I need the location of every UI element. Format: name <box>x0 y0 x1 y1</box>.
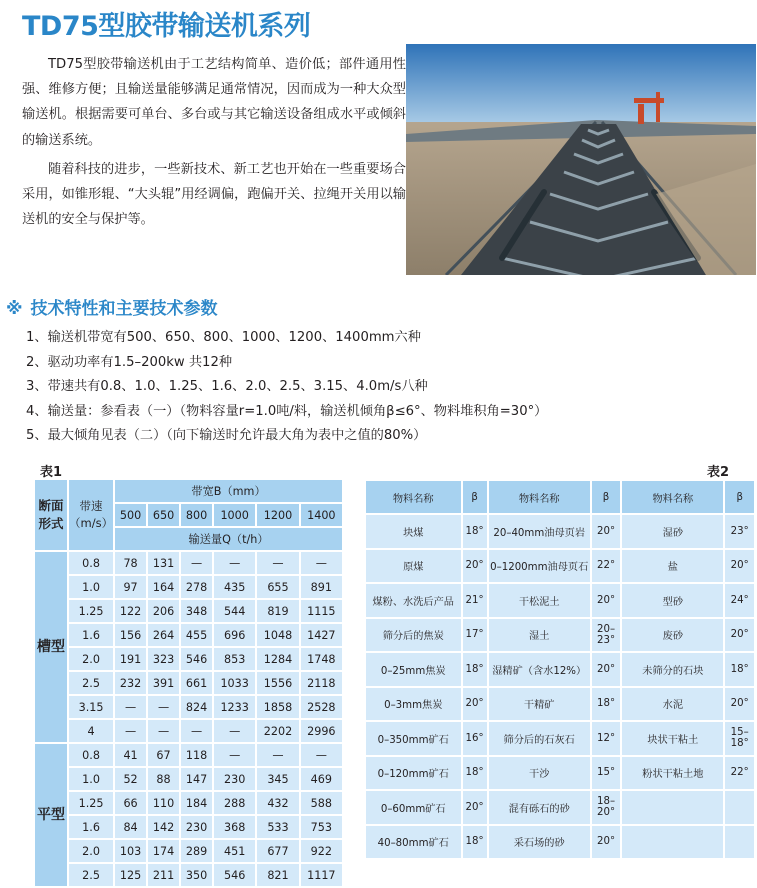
capacity-cell: 677 <box>257 840 298 862</box>
angle-cell: 20° <box>463 791 487 824</box>
capacity-cell: — <box>301 744 342 766</box>
material-cell: 干松泥土 <box>489 584 590 617</box>
intro-paragraph-2: 随着科技的进步，一些新技术、新工艺也开始在一些重要场合采用，如锥形辊、“大头辊”用经调偏，跑偏开关、拉绳开关用以输送机的安全与保护等。 <box>22 161 406 228</box>
spec-list <box>26 326 547 449</box>
capacity-cell: 125 <box>115 864 146 886</box>
speed-cell: 1.25 <box>69 600 113 622</box>
capacity-cell: 118 <box>181 744 212 766</box>
material-cell: 采石场的砂 <box>489 826 590 859</box>
capacity-cell: 853 <box>214 648 255 670</box>
capacity-cell: 78 <box>115 552 146 574</box>
table-row <box>366 619 754 652</box>
capacity-cell: — <box>257 744 298 766</box>
capacity-cell: 142 <box>148 816 179 838</box>
capacity-cell: 455 <box>181 624 212 646</box>
capacity-cell: 2118 <box>301 672 342 694</box>
capacity-cell: 1117 <box>301 864 342 886</box>
capacity-cell: 147 <box>181 768 212 790</box>
table-row <box>35 648 342 670</box>
material-cell: 0–120mm矿石 <box>366 757 461 790</box>
capacity-cell: 156 <box>115 624 146 646</box>
table-row <box>366 550 754 583</box>
angle-cell: 18° <box>463 826 487 859</box>
capacity-cell: 52 <box>115 768 146 790</box>
table-row <box>35 576 342 598</box>
speed-cell: 2.5 <box>69 672 113 694</box>
table-row <box>35 672 342 694</box>
capacity-cell: 131 <box>148 552 179 574</box>
material-cell: 煤粉、水洗后产品 <box>366 584 461 617</box>
table2-caption: 表2 <box>707 465 730 480</box>
capacity-cell: 1115 <box>301 600 342 622</box>
capacity-cell: 230 <box>214 768 255 790</box>
capacity-cell: 1556 <box>257 672 298 694</box>
speed-cell: 1.6 <box>69 624 113 646</box>
angle-cell: 18° <box>463 515 487 548</box>
width-header: 1400 <box>301 504 342 526</box>
capacity-cell: 1233 <box>214 696 255 718</box>
angle-cell: 20° <box>592 826 621 859</box>
speed-cell: 4 <box>69 720 113 742</box>
table-row <box>35 696 342 718</box>
table-row <box>35 744 342 766</box>
capacity-cell: 368 <box>214 816 255 838</box>
table-row <box>35 624 342 646</box>
capacity-cell: 544 <box>214 600 255 622</box>
capacity-cell: 66 <box>115 792 146 814</box>
table-row <box>366 722 754 755</box>
material-cell: 水泥 <box>622 688 723 721</box>
speed-cell: 2.0 <box>69 840 113 862</box>
material-cell: 0–3mm焦炭 <box>366 688 461 721</box>
angle-cell: 21° <box>463 584 487 617</box>
speed-cell: 0.8 <box>69 552 113 574</box>
table-row <box>35 840 342 862</box>
angle-cell: 20° <box>463 688 487 721</box>
material-cell: 湿精矿（含水12%） <box>489 653 590 686</box>
capacity-cell: 164 <box>148 576 179 598</box>
table-row <box>35 864 342 886</box>
capacity-cell: 174 <box>148 840 179 862</box>
column-header: 物料名称 <box>489 481 590 513</box>
conveyor-photo <box>406 44 756 275</box>
material-cell: 盐 <box>622 550 723 583</box>
capacity-cell: 435 <box>214 576 255 598</box>
material-cell: 0–1200mm油母页石 <box>489 550 590 583</box>
capacity-cell: 588 <box>301 792 342 814</box>
capacity-cell: 232 <box>115 672 146 694</box>
table-header-row <box>366 481 754 513</box>
capacity-cell: — <box>181 552 212 574</box>
angle-cell: 20° <box>725 688 754 721</box>
capacity-cell: 2528 <box>301 696 342 718</box>
angle-cell: 12° <box>592 722 621 755</box>
material-cell: 筛分后的石灰石 <box>489 722 590 755</box>
capacity-cell: 41 <box>115 744 146 766</box>
capacity-cell: 469 <box>301 768 342 790</box>
angle-cell: 18° <box>463 653 487 686</box>
capacity-cell: 278 <box>181 576 212 598</box>
angle-cell <box>725 791 754 824</box>
angle-cell: 20° <box>592 653 621 686</box>
material-cell: 粉状干粘土地 <box>622 757 723 790</box>
capacity-cell: 97 <box>115 576 146 598</box>
angle-cell: 22° <box>725 757 754 790</box>
capacity-cell: 211 <box>148 864 179 886</box>
capacity-cell: 821 <box>257 864 298 886</box>
incline-table <box>364 479 756 860</box>
width-header: 500 <box>115 504 146 526</box>
capacity-cell: 84 <box>115 816 146 838</box>
table-row <box>366 515 754 548</box>
table-row <box>35 552 342 574</box>
capacity-cell: 1033 <box>214 672 255 694</box>
table-row <box>35 720 342 742</box>
reference-mark-icon: ※ <box>6 299 23 319</box>
capacity-cell: 1427 <box>301 624 342 646</box>
angle-cell: 20° <box>463 550 487 583</box>
material-cell: 0–350mm矿石 <box>366 722 461 755</box>
capacity-cell: 288 <box>214 792 255 814</box>
intro-text <box>22 52 406 236</box>
capacity-cell: — <box>214 552 255 574</box>
capacity-cell: — <box>115 696 146 718</box>
angle-cell <box>725 826 754 859</box>
table-row <box>366 584 754 617</box>
material-cell: 混有砾石的砂 <box>489 791 590 824</box>
capacity-cell: 432 <box>257 792 298 814</box>
material-cell: 干沙 <box>489 757 590 790</box>
capacity-cell: 655 <box>257 576 298 598</box>
capacity-cell: — <box>115 720 146 742</box>
speed-cell: 1.25 <box>69 792 113 814</box>
capacity-cell: 2996 <box>301 720 342 742</box>
speed-cell: 1.6 <box>69 816 113 838</box>
angle-cell: 18–20° <box>592 791 621 824</box>
capacity-cell: 661 <box>181 672 212 694</box>
capacity-cell: — <box>148 720 179 742</box>
header-form: 断面形式 <box>35 480 67 550</box>
table-row <box>366 791 754 824</box>
capacity-cell: 2202 <box>257 720 298 742</box>
angle-cell: 15–18° <box>725 722 754 755</box>
table-row <box>366 826 754 859</box>
material-cell: 0–25mm焦炭 <box>366 653 461 686</box>
width-header: 1200 <box>257 504 298 526</box>
spec-item: 3、带速共有0.8、1.0、1.25、1.6、2.0、2.5、3.15、4.0m/s八种 <box>26 379 428 395</box>
table-row <box>366 688 754 721</box>
capacity-cell: 1858 <box>257 696 298 718</box>
capacity-cell: 88 <box>148 768 179 790</box>
angle-cell: 20° <box>592 515 621 548</box>
spec-item: 4、输送量：参看表（一）（物料容量r=1.0吨/料，输送机倾角β≤6°、物料堆积角=30°） <box>26 403 548 419</box>
angle-cell: 24° <box>725 584 754 617</box>
angle-cell: 18° <box>592 688 621 721</box>
speed-cell: 2.5 <box>69 864 113 886</box>
capacity-cell: — <box>214 744 255 766</box>
capacity-cell: — <box>257 552 298 574</box>
capacity-cell: — <box>301 552 342 574</box>
angle-cell: 20° <box>592 584 621 617</box>
intro-paragraph-1: TD75型胶带输送机由于工艺结构简单、造价低；部件通用性强、维修方便；且输送量能够满足通常情况，因而成为一种大众型输送机。根据需要可单台、多台或与其它输送设备组成水平或倾斜的输送系统。 <box>22 57 406 148</box>
table-row <box>35 792 342 814</box>
capacity-cell: 1048 <box>257 624 298 646</box>
capacity-cell: 696 <box>214 624 255 646</box>
section-heading <box>6 294 218 319</box>
angle-cell: 17° <box>463 619 487 652</box>
speed-cell: 3.15 <box>69 696 113 718</box>
spec-item: 5、最大倾角见表（二）（向下输送时允许最大角为表中之值的80%） <box>26 428 427 444</box>
page-title: TD75型胶带输送机系列 <box>22 11 311 42</box>
material-cell: 筛分后的焦炭 <box>366 619 461 652</box>
material-cell <box>622 826 723 859</box>
capacity-cell: 110 <box>148 792 179 814</box>
material-cell: 未筛分的石块 <box>622 653 723 686</box>
capacity-cell: 546 <box>214 864 255 886</box>
speed-cell: 1.0 <box>69 768 113 790</box>
angle-cell: 18° <box>463 757 487 790</box>
material-cell: 20–40mm油母页岩 <box>489 515 590 548</box>
material-cell: 干精矿 <box>489 688 590 721</box>
capacity-cell: 922 <box>301 840 342 862</box>
capacity-cell: 191 <box>115 648 146 670</box>
angle-cell: 20–23° <box>592 619 621 652</box>
capacity-cell: 230 <box>181 816 212 838</box>
angle-cell: 20° <box>725 619 754 652</box>
spec-item: 2、驱动功率有1.5–200kw 共12种 <box>26 354 233 370</box>
capacity-cell: 533 <box>257 816 298 838</box>
column-header: β <box>592 481 621 513</box>
capacity-cell: 391 <box>148 672 179 694</box>
material-cell: 40–80mm矿石 <box>366 826 461 859</box>
capacity-cell: 348 <box>181 600 212 622</box>
spec-item: 1、输送机带宽有500、650、800、1000、1200、1400mm六种 <box>26 330 421 345</box>
header-width: 带宽B（mm） <box>115 480 342 502</box>
capacity-cell: 67 <box>148 744 179 766</box>
table-row <box>366 653 754 686</box>
angle-cell: 18° <box>725 653 754 686</box>
capacity-cell: 1748 <box>301 648 342 670</box>
table-row <box>35 600 342 622</box>
capacity-cell: 350 <box>181 864 212 886</box>
table1-caption: 表1 <box>40 465 63 480</box>
capacity-cell: 819 <box>257 600 298 622</box>
material-cell: 湿土 <box>489 619 590 652</box>
capacity-cell: 184 <box>181 792 212 814</box>
capacity-cell: 122 <box>115 600 146 622</box>
column-header: β <box>725 481 754 513</box>
section-title: 技术特性和主要技术参数 <box>30 299 218 319</box>
material-cell: 原煤 <box>366 550 461 583</box>
capacity-cell: 345 <box>257 768 298 790</box>
angle-cell: 16° <box>463 722 487 755</box>
speed-cell: 0.8 <box>69 744 113 766</box>
material-cell: 0–60mm矿石 <box>366 791 461 824</box>
capacity-cell: — <box>148 696 179 718</box>
width-header: 1000 <box>214 504 255 526</box>
capacity-cell: 103 <box>115 840 146 862</box>
capacity-cell: 323 <box>148 648 179 670</box>
column-header: β <box>463 481 487 513</box>
header-speed: 带速（m/s） <box>69 480 113 550</box>
table-row <box>366 757 754 790</box>
material-cell: 废砂 <box>622 619 723 652</box>
capacity-cell: — <box>181 720 212 742</box>
capacity-cell: 264 <box>148 624 179 646</box>
column-header: 物料名称 <box>622 481 723 513</box>
table-row <box>35 816 342 838</box>
angle-cell: 20° <box>725 550 754 583</box>
angle-cell: 22° <box>592 550 621 583</box>
capacity-cell: 891 <box>301 576 342 598</box>
column-header: 物料名称 <box>366 481 461 513</box>
capacity-cell: — <box>214 720 255 742</box>
width-header: 650 <box>148 504 179 526</box>
group-label: 槽型 <box>35 552 67 742</box>
capacity-cell: 546 <box>181 648 212 670</box>
angle-cell: 23° <box>725 515 754 548</box>
table-row <box>35 768 342 790</box>
capacity-cell: 753 <box>301 816 342 838</box>
capacity-cell: 206 <box>148 600 179 622</box>
capacity-table <box>33 478 344 888</box>
header-capacity: 输送量Q（t/h） <box>115 528 342 550</box>
material-cell: 型砂 <box>622 584 723 617</box>
material-cell <box>622 791 723 824</box>
angle-cell: 15° <box>592 757 621 790</box>
material-cell: 块状干粘土 <box>622 722 723 755</box>
width-header: 800 <box>181 504 212 526</box>
capacity-cell: 1284 <box>257 648 298 670</box>
speed-cell: 2.0 <box>69 648 113 670</box>
capacity-cell: 824 <box>181 696 212 718</box>
material-cell: 湿砂 <box>622 515 723 548</box>
speed-cell: 1.0 <box>69 576 113 598</box>
capacity-cell: 451 <box>214 840 255 862</box>
group-label: 平型 <box>35 744 67 886</box>
material-cell: 块煤 <box>366 515 461 548</box>
capacity-cell: 289 <box>181 840 212 862</box>
